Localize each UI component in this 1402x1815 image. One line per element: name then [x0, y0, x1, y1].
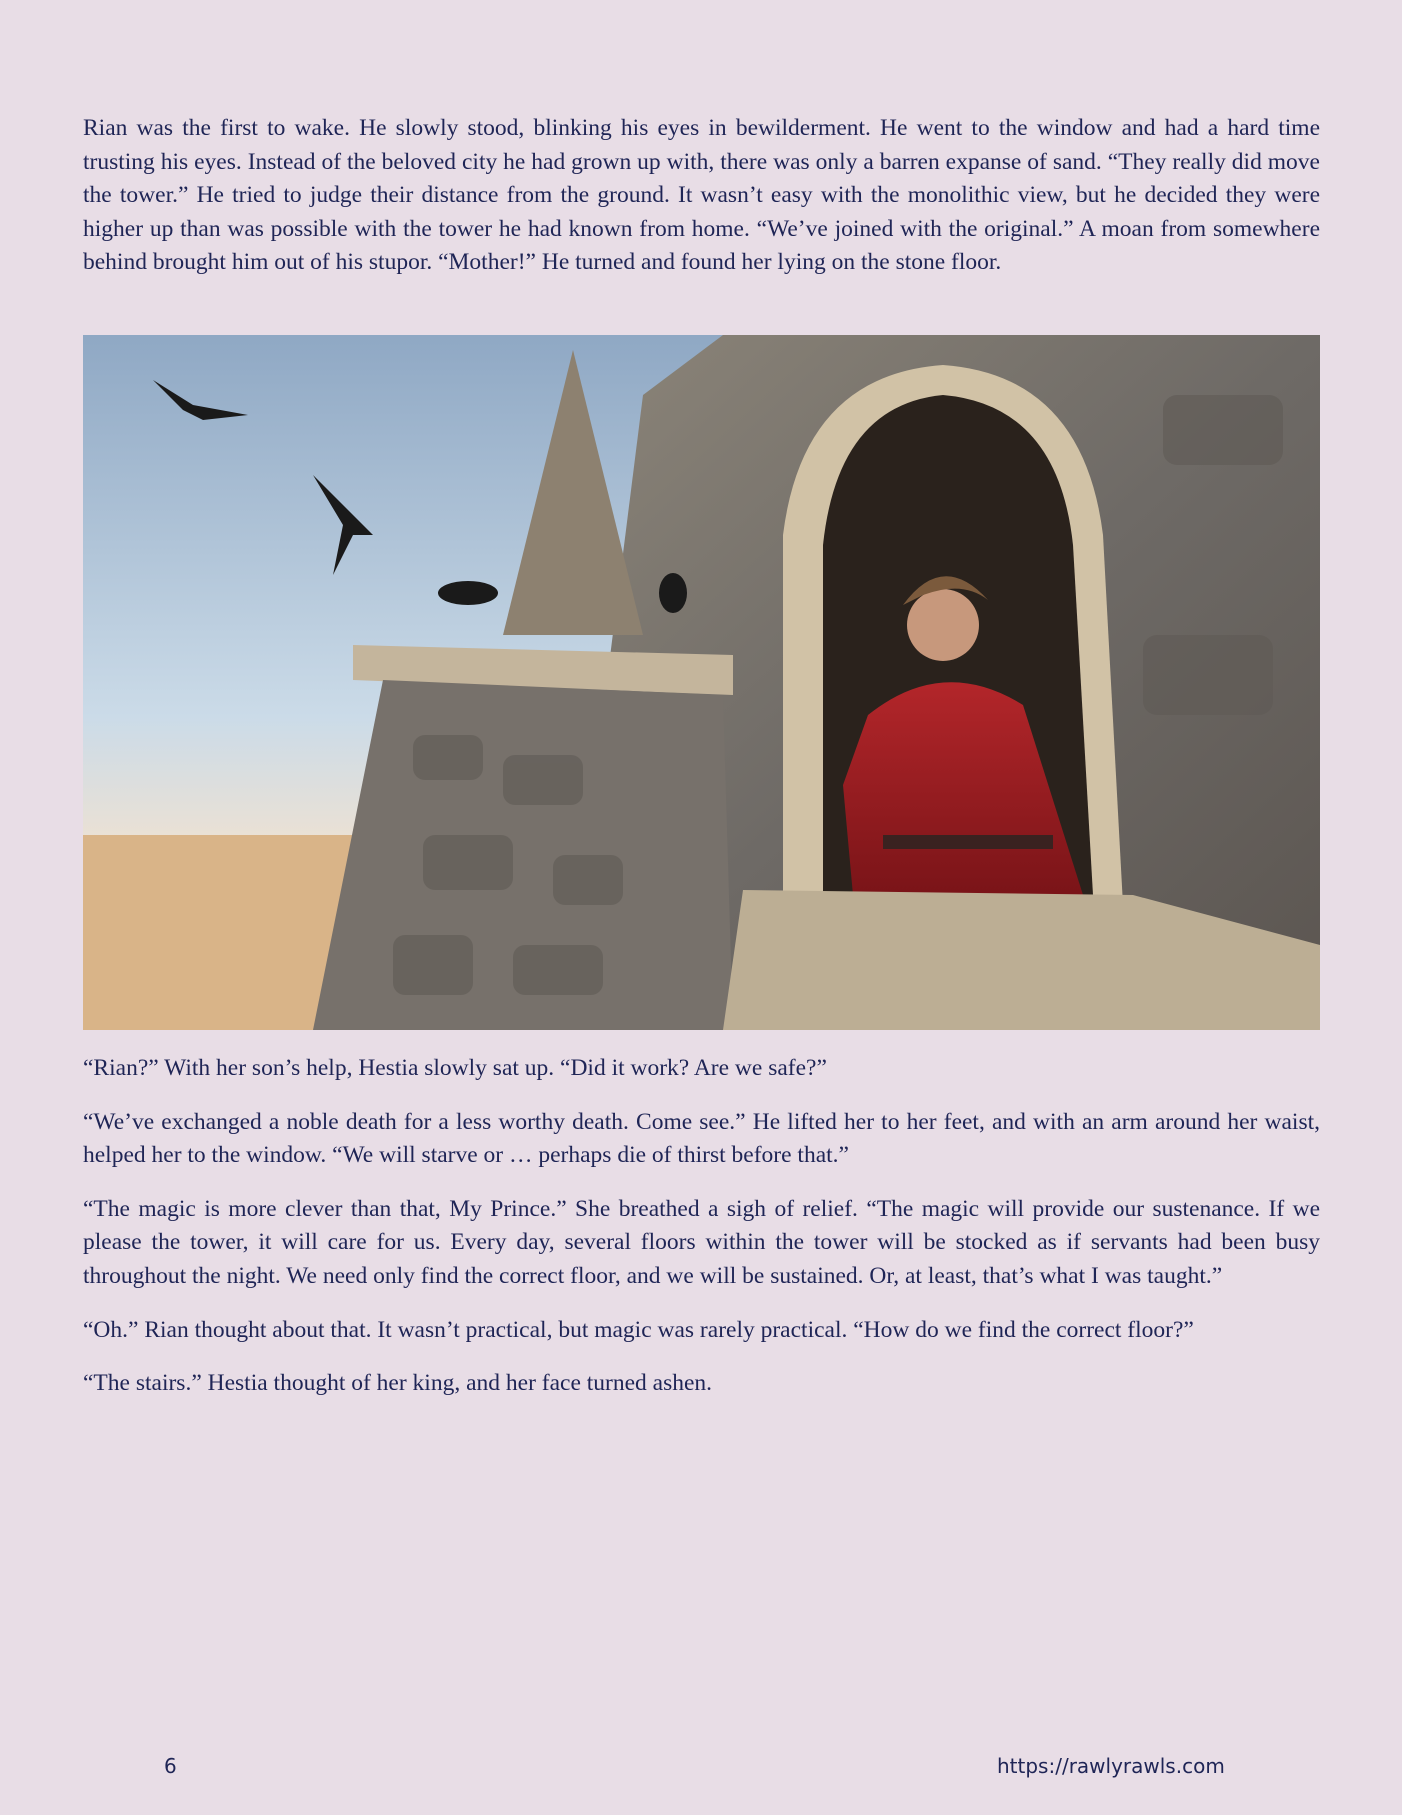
footer-url-link[interactable]: https://rawlyrawls.com — [997, 1754, 1225, 1778]
paragraph: “We’ve exchanged a noble death for a less worthy death. Come see.” He lifted her to her feet, and with an arm around her waist, helped her to the window. “We will starve or … perhaps die of thirst before that.” — [83, 1108, 1320, 1169]
paragraph: Rian was the first to wake. He slowly stood, blinking his eyes in bewilderment. He went to the window and had a hard time trusting his eyes. Instead of the beloved city he had grown up with, there was only a barren expanse of sand. “They really did move the tower.” He tried to judge their distance from the ground. It wasn’t easy with the monolithic view, but he decided they were higher up than was possible with the tower he had known from home. “We’ve joined with the original.” A moan from somewhere behind brought him out of his stupor. “Mother!” He turned and found her lying on the stone floor. — [83, 115, 1320, 276]
paragraph: “Rian?” With her son’s help, Hestia slowly sat up. “Did it work? Are we safe?” — [83, 1055, 827, 1081]
paragraph: “Oh.” Rian thought about that. It wasn’t practical, but magic was rarely practical. “How do we find the correct floor?” — [83, 1316, 1194, 1343]
paragraph: “The magic is more clever than that, My Prince.” She breathed a sigh of relief. “The magic will provide our sustenance. If we please the tower, it will care for us. Every day, several floors within the tower will be stocked as if servants had been busy throughout the night. We need only find the correct floor, and we will be sustained. Or, at least, that’s what I was taught.” — [83, 1195, 1320, 1289]
paragraph: “The stairs.” Hestia thought of her king, and her face turned ashen. — [83, 1370, 713, 1397]
story-text-top — [83, 112, 1320, 300]
page-number: 6 — [164, 1754, 177, 1778]
story-text-bottom — [83, 1052, 1320, 1421]
illustration-tower-window — [83, 335, 1320, 1030]
